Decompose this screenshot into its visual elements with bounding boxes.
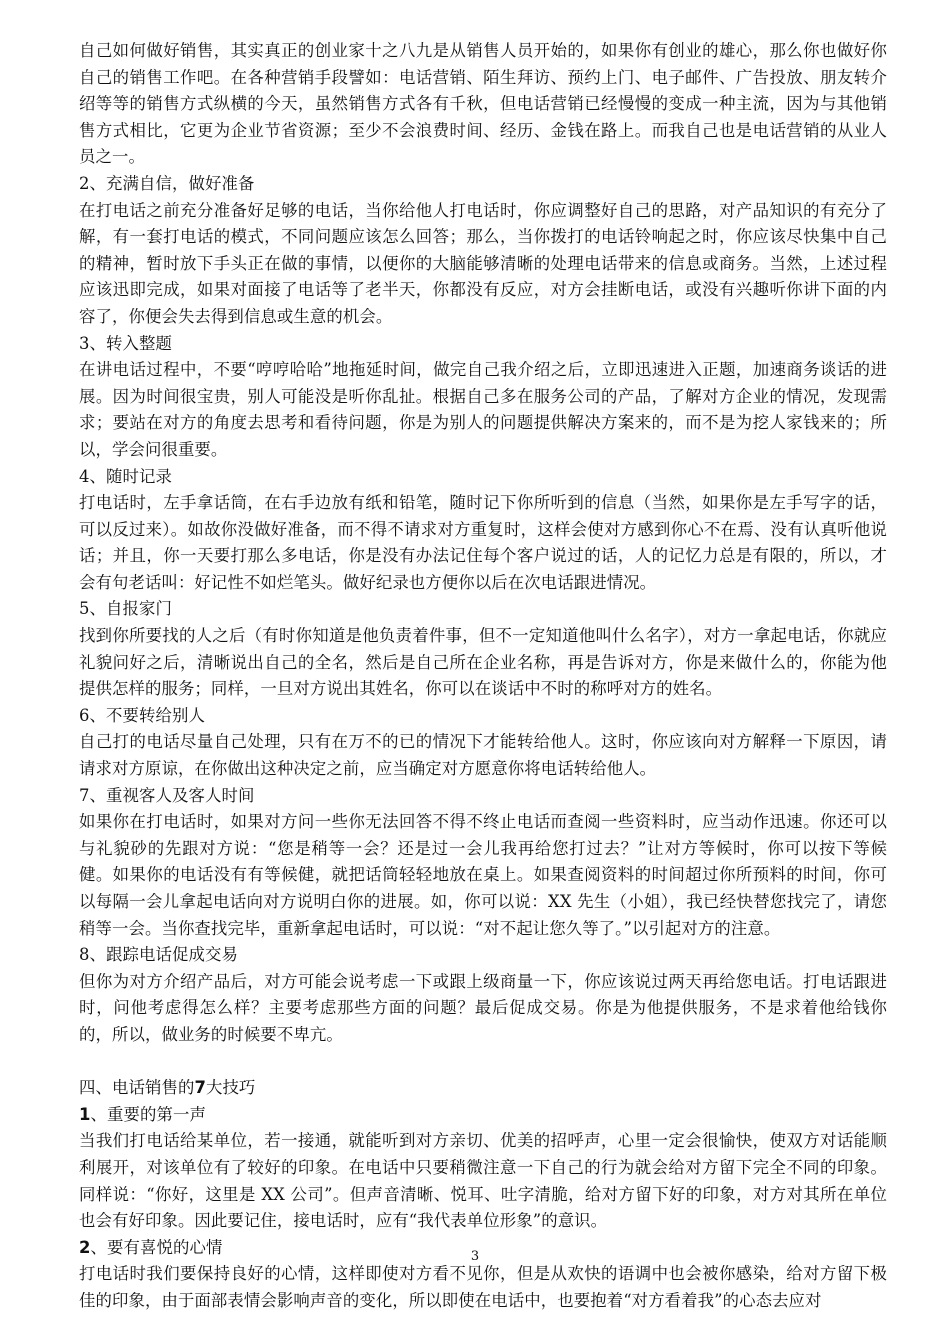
subsection-1-heading (79, 1102, 887, 1129)
subsection-1-number: 1 (79, 1104, 91, 1124)
subsection-2-number: 2 (79, 1237, 91, 1257)
blank-line (79, 1049, 887, 1076)
section-4-suffix: 大技巧 (205, 1078, 256, 1098)
paragraph-5: 找到你所要找的人之后（有时你知道是他负责着件事，但不一定知道他叫什么名字），对方一拿起电话，你就应礼貌问好之后，清晰说出自己的全名，然后是自己所在企业名称，再是告诉对方，你是来做什么的，你能为他提供怎样的服务；同样，一旦对方说出其姓名，你可以在谈话中不时的称呼对方的姓名。 (79, 626, 887, 699)
page-number: 3 (470, 1249, 480, 1264)
paragraph-3: 在讲电话过程中，不要“哼哼哈哈”地拖延时间，做完自己我介绍之后，立即迅速进入正题，加速商务谈话的进展。因为时间很宝贵，别人可能没是听你乱扯。根据自己多在服务公司的产品，了解对方企业的情况，发现需求；要站在对方的角度去思考和看待问题，你是为别人的问题提供解决方案来的，而不是为挖人家钱来的；所以，学会问很重要。 (79, 360, 887, 459)
section-4-heading (79, 1075, 887, 1102)
intro-paragraph: 自己如何做好销售，其实真正的创业家十之八九是从销售人员开始的，如果你有创业的雄心，那么你也做好你自己的销售工作吧。在各种营销手段譬如：电话营销、陌生拜访、预约上门、电子邮件、广告投放、朋友转介绍等等的销售方式纵横的今天，虽然销售方式各有千秋，但电话营销已经慢慢的变成一种主流，因为与其他销售方式相比，它更为企业节省资源；至少不会浪费时间、经历、金钱在路上。而我自己也是电话营销的从业人员之一。 (79, 41, 887, 167)
section-4-prefix: 四、电话销售的 (79, 1078, 195, 1098)
paragraph-7: 如果你在打电话时，如果对方问一些你无法回答不得不终止电话而查阅一些资料时，应当动作迅速。你还可以与礼貌砂的先跟对方说：“您是稍等一会？还是过一会儿我再给您打过去？”让对方等候时，你可以按下等候健。如果你的电话没有有等候健，就把话筒轻轻地放在桌上。如果查阅资料的时间超过你所预料的时间，你可以每隔一会儿拿起电话向对方说明白你的进展。如，你可以说：XX 先生（小姐），我已经快替您找完了，请您稍等一会。当你查找完毕，重新拿起电话时，可以说：“对不起让您久等了。”以引起对方的注意。 (79, 812, 887, 938)
paragraph-6: 自己打的电话尽量自己处理，只有在万不的已的情况下才能转给他人。这时，你应该向对方解释一下原因，请请求对方原谅，在你做出这种决定之前，应当确定对方愿意你将电话转给他人。 (79, 732, 887, 779)
subsection-2-title: 、要有喜悦的心情 (90, 1237, 223, 1257)
heading-7: 7、重视客人及客人时间 (79, 785, 255, 805)
heading-6: 6、不要转给别人 (79, 705, 205, 725)
paragraph-2: 在打电话之前充分准备好足够的电话，当你给他人打电话时，你应调整好自己的思路，对产品知识的有充分了解，有一套打电话的模式，不同问题应该怎么回答；那么，当你拨打的电话铃响起之时，你应该尽快集中自己的精神，暂时放下手头正在做的事情，以便你的大脑能够清晰的处理电话带来的信息或商务。当然，上述过程应该迅即完成，如果对面接了电话等了老半天，你都没有反应，对方会挂断电话，或没有兴趣听你讲下面的内容了，你便会失去得到信息或生意的机会。 (79, 200, 887, 326)
heading-2: 2、充满自信，做好准备 (79, 173, 255, 193)
heading-3: 3、转入整题 (79, 333, 172, 353)
paragraph-8: 但你为对方介绍产品后，对方可能会说考虑一下或跟上级商量一下，你应该说过两天再给您电话。打电话跟进时，问他考虑得怎么样？主要考虑那些方面的问题？最后促成交易。你是为他提供服务，不是求着他给钱你的，所以，做业务的时候要不卑亢。 (79, 971, 887, 1044)
subsection-1-paragraph: 当我们打电话给某单位，若一接通，就能听到对方亲切、优美的招呼声，心里一定会很愉快，使双方对话能顺利展开，对该单位有了较好的印象。在电话中只要稍微注意一下自己的行为就会给对方留下完全不同的印象。同样说：“你好，这里是 XX 公司”。但声音清晰、悦耳、吐字清脆，给对方留下好的印象，对方对其所在单位也会有好印象。因此要记住，接电话时，应有“我代表单位形象”的意识。 (79, 1131, 887, 1231)
heading-5: 5、自报家门 (79, 599, 172, 619)
document-body (79, 38, 887, 1315)
subsection-2-paragraph: 打电话时我们要保持良好的心情，这样即使对方看不见你，但是从欢快的语调中也会被你感染，给对方留下极佳的印象，由于面部表情会影响声音的变化，所以即使在电话中，也要抱着“对方看着我”的心态去应对 (79, 1264, 887, 1310)
section-4-number: 7 (194, 1078, 206, 1098)
heading-4: 4、随时记录 (79, 466, 172, 486)
paragraph-4: 打电话时，左手拿话筒，在右手边放有纸和铅笔，随时记下你所听到的信息（当然，如果你是左手写字的话，可以反过来）。如故你没做好准备，而不得不请求对方重复时，这样会使对方感到你心不在焉、没有认真听他说话；并且，你一天要打那么多电话，你是没有办法记住每个客户说过的话，人的记忆力总是有限的，所以，才会有句老话叫：好记性不如烂笔头。做好纪录也方便你以后在次电话跟进情况。 (79, 493, 887, 592)
heading-8: 8、跟踪电话促成交易 (79, 945, 238, 965)
subsection-1-title: 、重要的第一声 (90, 1104, 206, 1124)
